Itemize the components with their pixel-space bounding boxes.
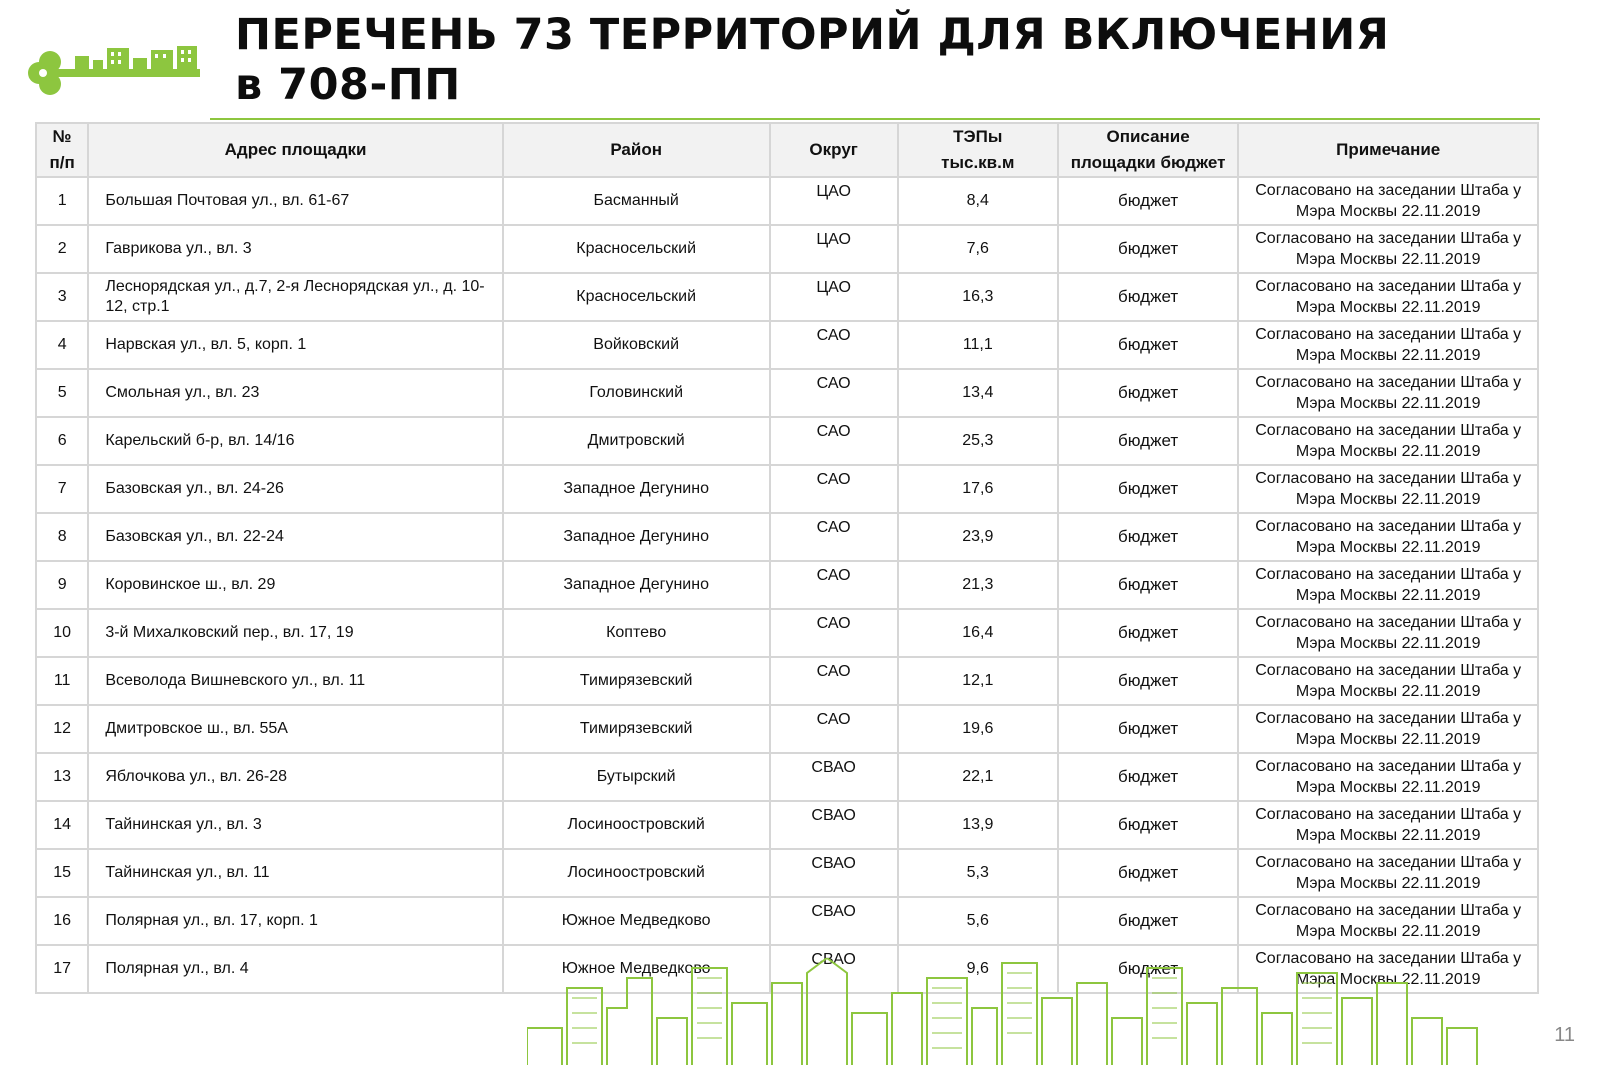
cell-okrug: ЦАО — [770, 225, 898, 273]
cell-district: Коптево — [503, 609, 770, 657]
cell-okrug: СВАО — [770, 897, 898, 945]
cell-okrug: САО — [770, 513, 898, 561]
cell-num: 12 — [36, 705, 88, 753]
cell-note: Согласовано на заседании Штаба у Мэра Москвы 22.11.2019 — [1238, 705, 1538, 753]
cell-address: Коровинское ш., вл. 29 — [88, 561, 502, 609]
title-underline — [210, 118, 1540, 120]
cell-num: 8 — [36, 513, 88, 561]
cell-okrug: САО — [770, 609, 898, 657]
table-row — [36, 417, 1538, 465]
cell-description: бюджет — [1058, 657, 1239, 705]
cell-num: 5 — [36, 369, 88, 417]
cell-note: Согласовано на заседании Штаба у Мэра Москвы 22.11.2019 — [1238, 177, 1538, 225]
cell-district: Западное Дегунино — [503, 465, 770, 513]
cell-note: Согласовано на заседании Штаба у Мэра Москвы 22.11.2019 — [1238, 849, 1538, 897]
cell-tep: 5,6 — [898, 897, 1058, 945]
cell-tep: 13,4 — [898, 369, 1058, 417]
cell-num: 3 — [36, 273, 88, 321]
table-row — [36, 657, 1538, 705]
cell-district: Басманный — [503, 177, 770, 225]
cell-tep: 9,6 — [898, 945, 1058, 993]
cell-description: бюджет — [1058, 417, 1239, 465]
cell-description: бюджет — [1058, 465, 1239, 513]
cell-okrug: САО — [770, 417, 898, 465]
cell-okrug: СВАО — [770, 945, 898, 993]
cell-address: Леснорядская ул., д.7, 2-я Леснорядская ул., д. 10-12, стр.1 — [88, 273, 502, 321]
cell-description: бюджет — [1058, 369, 1239, 417]
cell-okrug: САО — [770, 369, 898, 417]
cell-okrug: СВАО — [770, 753, 898, 801]
cell-note: Согласовано на заседании Штаба у Мэра Москвы 22.11.2019 — [1238, 801, 1538, 849]
cell-tep: 16,4 — [898, 609, 1058, 657]
cell-tep: 12,1 — [898, 657, 1058, 705]
cell-district: Тимирязевский — [503, 705, 770, 753]
header-description: Описание площадки бюджет — [1058, 123, 1239, 177]
cell-district: Дмитровский — [503, 417, 770, 465]
cell-tep: 11,1 — [898, 321, 1058, 369]
title-line-1: ПЕРЕЧЕНЬ 73 ТЕРРИТОРИЙ ДЛЯ ВКЛЮЧЕНИЯ — [235, 10, 1390, 60]
cell-description: бюджет — [1058, 945, 1239, 993]
cell-description: бюджет — [1058, 753, 1239, 801]
city-skyline-illustration — [527, 958, 1527, 1065]
cell-num: 15 — [36, 849, 88, 897]
cell-note: Согласовано на заседании Штаба у Мэра Москвы 22.11.2019 — [1238, 753, 1538, 801]
cell-okrug: САО — [770, 705, 898, 753]
table-row — [36, 849, 1538, 897]
table-row — [36, 561, 1538, 609]
cell-description: бюджет — [1058, 321, 1239, 369]
cell-tep: 13,9 — [898, 801, 1058, 849]
table-row — [36, 321, 1538, 369]
cell-address: Гаврикова ул., вл. 3 — [88, 225, 502, 273]
cell-okrug: САО — [770, 465, 898, 513]
header-num: № п/п — [36, 123, 88, 177]
cell-note: Согласовано на заседании Штаба у Мэра Москвы 22.11.2019 — [1238, 417, 1538, 465]
cell-num: 7 — [36, 465, 88, 513]
cell-okrug: СВАО — [770, 801, 898, 849]
cell-address: Дмитровское ш., вл. 55А — [88, 705, 502, 753]
cell-address: Тайнинская ул., вл. 11 — [88, 849, 502, 897]
page-title — [235, 10, 1389, 110]
cell-num: 17 — [36, 945, 88, 993]
cell-district: Южное Медведково — [503, 897, 770, 945]
cell-address: Яблочкова ул., вл. 26-28 — [88, 753, 502, 801]
cell-num: 16 — [36, 897, 88, 945]
table-row — [36, 609, 1538, 657]
cell-district: Южное Медведково — [503, 945, 770, 993]
cell-district: Тимирязевский — [503, 657, 770, 705]
cell-note: Согласовано на заседании Штаба у Мэра Москвы 22.11.2019 — [1238, 657, 1538, 705]
table-header-row — [36, 123, 1538, 177]
cell-num: 11 — [36, 657, 88, 705]
cell-address: Нарвская ул., вл. 5, корп. 1 — [88, 321, 502, 369]
cell-district: Красносельский — [503, 225, 770, 273]
cell-tep: 17,6 — [898, 465, 1058, 513]
cell-okrug: ЦАО — [770, 273, 898, 321]
cell-note: Согласовано на заседании Штаба у Мэра Москвы 22.11.2019 — [1238, 945, 1538, 993]
table-row — [36, 897, 1538, 945]
cell-okrug: САО — [770, 561, 898, 609]
page-number: 11 — [1554, 1024, 1575, 1046]
cell-address: Полярная ул., вл. 4 — [88, 945, 502, 993]
table-row — [36, 273, 1538, 321]
cell-note: Согласовано на заседании Штаба у Мэра Москвы 22.11.2019 — [1238, 465, 1538, 513]
cell-tep: 19,6 — [898, 705, 1058, 753]
cell-district: Западное Дегунино — [503, 513, 770, 561]
cell-note: Согласовано на заседании Штаба у Мэра Москвы 22.11.2019 — [1238, 561, 1538, 609]
cell-address: Карельский б-р, вл. 14/16 — [88, 417, 502, 465]
cell-num: 1 — [36, 177, 88, 225]
header-district: Район — [503, 123, 770, 177]
cell-district: Лосиноостровский — [503, 801, 770, 849]
cell-district: Красносельский — [503, 273, 770, 321]
cell-district: Бутырский — [503, 753, 770, 801]
table-row — [36, 225, 1538, 273]
cell-district: Войковский — [503, 321, 770, 369]
cell-description: бюджет — [1058, 225, 1239, 273]
cell-note: Согласовано на заседании Штаба у Мэра Москвы 22.11.2019 — [1238, 513, 1538, 561]
table-row — [36, 705, 1538, 753]
cell-address: Всеволода Вишневского ул., вл. 11 — [88, 657, 502, 705]
table-row — [36, 465, 1538, 513]
cell-num: 9 — [36, 561, 88, 609]
cell-num: 13 — [36, 753, 88, 801]
cell-district: Головинский — [503, 369, 770, 417]
cell-description: бюджет — [1058, 849, 1239, 897]
cell-tep: 23,9 — [898, 513, 1058, 561]
header-tep: ТЭПы тыс.кв.м — [898, 123, 1058, 177]
cell-description: бюджет — [1058, 609, 1239, 657]
cell-tep: 8,4 — [898, 177, 1058, 225]
cell-okrug: СВАО — [770, 849, 898, 897]
cell-tep: 7,6 — [898, 225, 1058, 273]
cell-description: бюджет — [1058, 705, 1239, 753]
cell-tep: 22,1 — [898, 753, 1058, 801]
cell-description: бюджет — [1058, 561, 1239, 609]
cell-description: бюджет — [1058, 513, 1239, 561]
header-note: Примечание — [1238, 123, 1538, 177]
table-row — [36, 513, 1538, 561]
cell-num: 6 — [36, 417, 88, 465]
cell-tep: 21,3 — [898, 561, 1058, 609]
cell-num: 10 — [36, 609, 88, 657]
cell-address: Смольная ул., вл. 23 — [88, 369, 502, 417]
cell-num: 14 — [36, 801, 88, 849]
key-city-logo-icon — [25, 40, 200, 106]
table-row — [36, 369, 1538, 417]
cell-address: 3-й Михалковский пер., вл. 17, 19 — [88, 609, 502, 657]
cell-okrug: САО — [770, 657, 898, 705]
cell-district: Западное Дегунино — [503, 561, 770, 609]
cell-note: Согласовано на заседании Штаба у Мэра Москвы 22.11.2019 — [1238, 321, 1538, 369]
cell-okrug: ЦАО — [770, 177, 898, 225]
cell-description: бюджет — [1058, 177, 1239, 225]
cell-okrug: САО — [770, 321, 898, 369]
cell-tep: 16,3 — [898, 273, 1058, 321]
cell-address: Большая Почтовая ул., вл. 61-67 — [88, 177, 502, 225]
cell-note: Согласовано на заседании Штаба у Мэра Москвы 22.11.2019 — [1238, 897, 1538, 945]
cell-address: Тайнинская ул., вл. 3 — [88, 801, 502, 849]
cell-description: бюджет — [1058, 897, 1239, 945]
cell-num: 2 — [36, 225, 88, 273]
cell-note: Согласовано на заседании Штаба у Мэра Москвы 22.11.2019 — [1238, 273, 1538, 321]
cell-note: Согласовано на заседании Штаба у Мэра Москвы 22.11.2019 — [1238, 609, 1538, 657]
cell-note: Согласовано на заседании Штаба у Мэра Москвы 22.11.2019 — [1238, 225, 1538, 273]
header-address: Адрес площадки — [88, 123, 502, 177]
cell-address: Базовская ул., вл. 24-26 — [88, 465, 502, 513]
cell-note: Согласовано на заседании Штаба у Мэра Москвы 22.11.2019 — [1238, 369, 1538, 417]
table-row — [36, 753, 1538, 801]
cell-tep: 25,3 — [898, 417, 1058, 465]
cell-address: Полярная ул., вл. 17, корп. 1 — [88, 897, 502, 945]
cell-district: Лосиноостровский — [503, 849, 770, 897]
table-row — [36, 177, 1538, 225]
cell-address: Базовская ул., вл. 22-24 — [88, 513, 502, 561]
cell-num: 4 — [36, 321, 88, 369]
cell-tep: 5,3 — [898, 849, 1058, 897]
table-row — [36, 801, 1538, 849]
title-line-2: в 708-ПП — [235, 60, 461, 110]
cell-description: бюджет — [1058, 801, 1239, 849]
header-okrug: Округ — [770, 123, 898, 177]
cell-description: бюджет — [1058, 273, 1239, 321]
territories-table — [35, 122, 1539, 994]
